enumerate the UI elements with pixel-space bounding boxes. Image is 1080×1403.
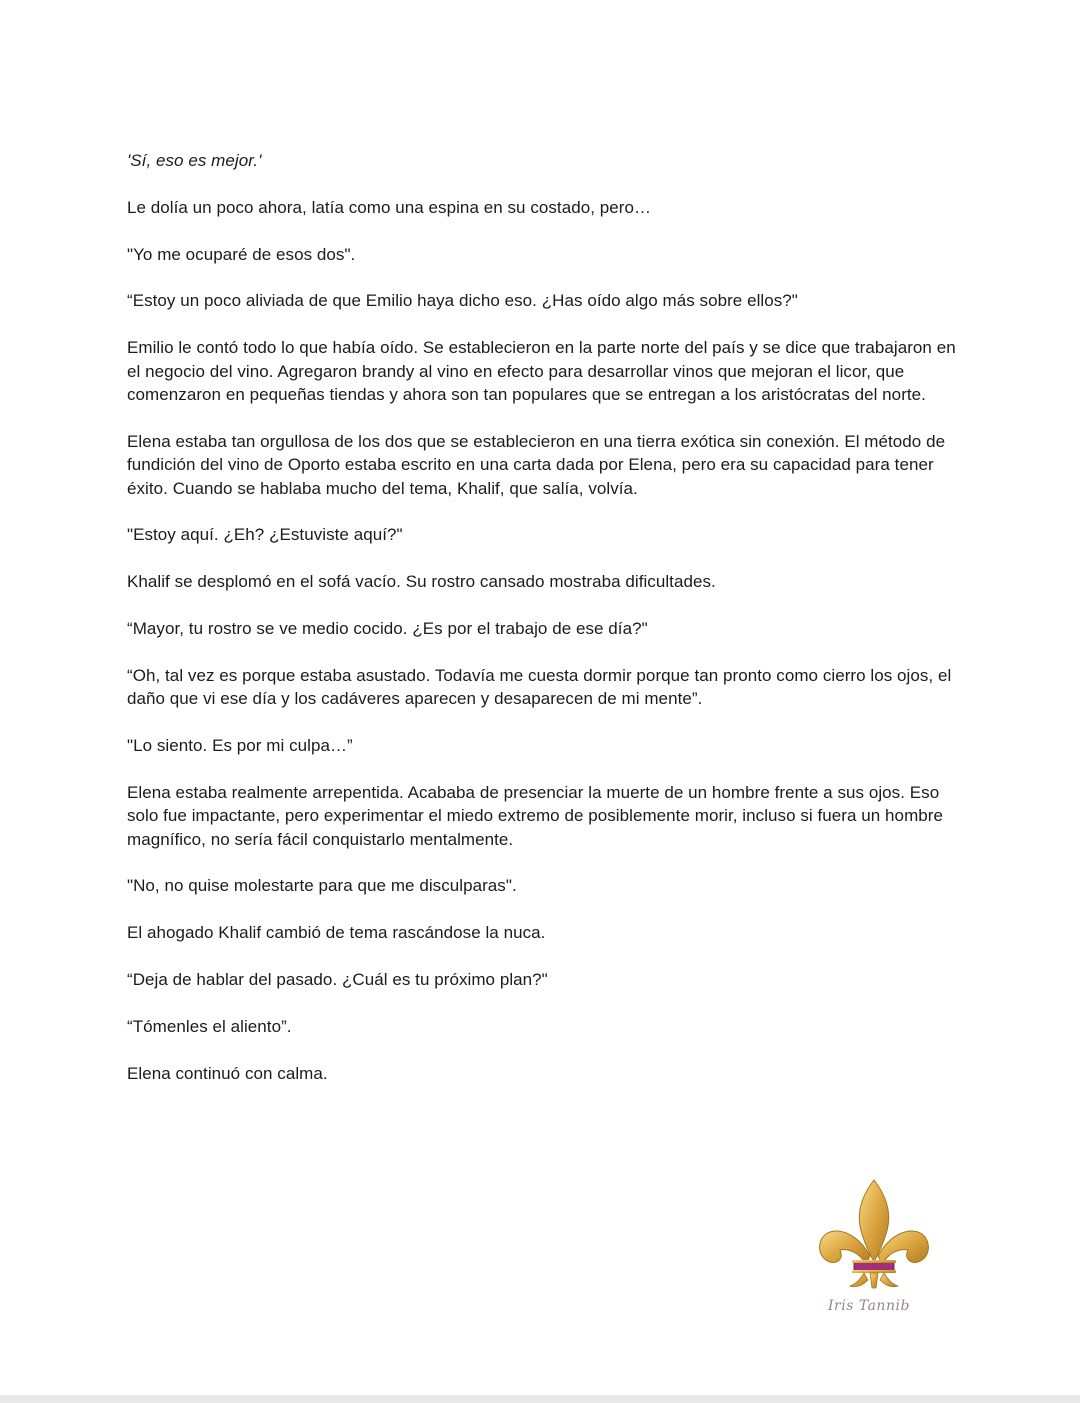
paragraph-15: “Deja de hablar del pasado. ¿Cuál es tu próximo plan?" bbox=[127, 970, 548, 989]
paragraph-6: Elena estaba tan orgullosa de los dos que se establecieron en una tierra exótica sin conexión. El método de fundición del vino de Oporto estaba escrito en una carta dada por Elena, pero era su capacidad para tener éxito. Cuando se hablaba mucho del tema, Khalif, que salía, volvía. bbox=[127, 431, 946, 498]
paragraph-16: “Tómenles el aliento”. bbox=[127, 1016, 292, 1036]
signature: Iris Tannib bbox=[828, 1298, 910, 1314]
paragraph-17: Elena continuó con calma. bbox=[127, 1063, 328, 1083]
paragraph-13: "No, no quise molestarte para que me disculparas". bbox=[127, 876, 517, 896]
paragraph-1: 'Sí, eso es mejor.' bbox=[127, 151, 262, 170]
paragraph-9: “Mayor, tu rostro se ve medio cocido. ¿Es por el trabajo de ese día?" bbox=[127, 619, 648, 638]
paragraph-7: "Estoy aquí. ¿Eh? ¿Estuviste aquí?" bbox=[127, 525, 403, 545]
paragraph-12: Elena estaba realmente arrepentida. Acababa de presenciar la muerte de un hombre frente a sus ojos. Eso solo fue impactante, pero experimentar el miedo extremo de posiblemente morir, incluso si fuera un hombre magnífico, no sería fácil conquistarlo mentalmente. bbox=[127, 782, 943, 849]
page-text bbox=[127, 149, 957, 1108]
paragraph-3: "Yo me ocuparé de esos dos". bbox=[127, 244, 356, 264]
bottom-strip bbox=[0, 1395, 1080, 1403]
paragraph-2: Le dolía un poco ahora, latía como una espina en su costado, pero… bbox=[127, 197, 652, 217]
paragraph-10: “Oh, tal vez es porque estaba asustado. Todavía me cuesta dormir porque tan pronto como cierro los ojos, el daño que vi ese día y los cadáveres aparecen y desaparecen de mi mente”. bbox=[127, 665, 952, 709]
paragraph-14: El ahogado Khalif cambió de tema rascándose la nuca. bbox=[127, 923, 546, 943]
watermark bbox=[812, 1176, 936, 1326]
paragraph-8: Khalif se desplomó en el sofá vacío. Su rostro cansado mostraba dificultades. bbox=[127, 572, 716, 592]
paragraph-4: “Estoy un poco aliviada de que Emilio haya dicho eso. ¿Has oído algo más sobre ellos?" bbox=[127, 291, 798, 311]
paragraph-5: Emilio le contó todo lo que había oído. Se establecieron en la parte norte del país y se dice que trabajaron en el negocio del vino. Agregaron brandy al vino en efecto para desarrollar vinos que mejoran el licor, que comenzaron en pequeñas tiendas y ahora son tan populares que se entregan a los aristócratas del norte. bbox=[127, 338, 956, 404]
paragraph-11: "Lo siento. Es por mi culpa…” bbox=[127, 736, 353, 755]
